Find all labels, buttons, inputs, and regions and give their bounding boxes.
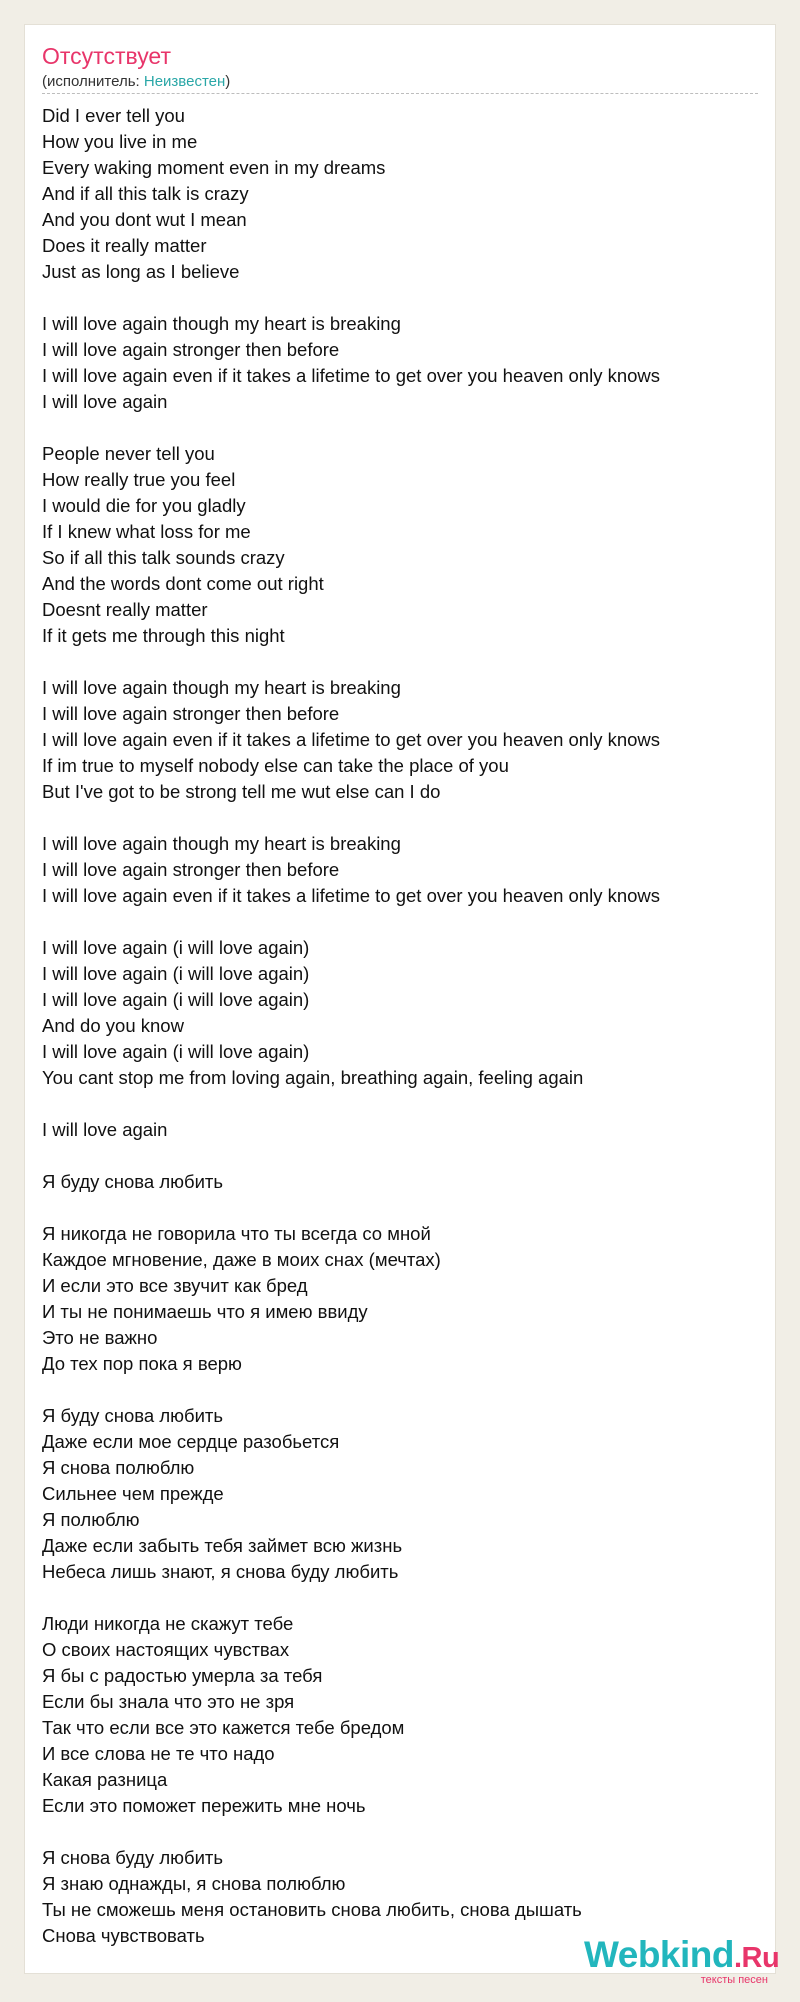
lyric-line: And you dont wut I mean: [42, 209, 247, 230]
lyric-line: Небеса лишь знают, я снова буду любить: [42, 1561, 399, 1582]
lyric-line: So if all this talk sounds crazy: [42, 547, 285, 568]
blank-line: [42, 649, 660, 675]
byline-prefix: (исполнитель:: [42, 73, 144, 90]
lyric-line: If im true to myself nobody else can take the place of you: [42, 755, 509, 776]
lyric-line: I will love again even if it takes a lifetime to get over you heaven only knows: [42, 729, 661, 750]
blank-line: [42, 285, 660, 311]
lyric-line: And do you know: [42, 1015, 184, 1036]
lyric-line: Я знаю однажды, я снова полюблю: [42, 1873, 346, 1894]
title-divider: [42, 93, 758, 94]
lyric-line: I would die for you gladly: [42, 495, 246, 516]
blank-line: [42, 909, 660, 935]
lyric-line: Какая разница: [42, 1769, 168, 1790]
lyric-line: How you live in me: [42, 131, 198, 152]
logo-wordmark: [584, 1934, 779, 1979]
lyric-line: Это не важно: [42, 1327, 158, 1348]
lyric-line: But I've got to be strong tell me wut else can I do: [42, 781, 441, 802]
lyric-line: And the words dont come out right: [42, 573, 324, 594]
blank-line: [42, 805, 660, 831]
lyric-line: Я полюблю: [42, 1509, 140, 1530]
lyric-line: I will love again even if it takes a lifetime to get over you heaven only knows: [42, 885, 661, 906]
blank-line: [42, 1819, 660, 1845]
lyric-line: Сильнее чем прежде: [42, 1483, 224, 1504]
lyric-line: Я снова буду любить: [42, 1847, 224, 1868]
lyric-line: И все слова не те что надо: [42, 1743, 275, 1764]
lyric-line: I will love again: [42, 1119, 168, 1140]
song-title: Отсутствует: [42, 43, 171, 69]
lyric-line: If it gets me through this night: [42, 625, 285, 646]
lyric-line: И ты не понимаешь что я имею ввиду: [42, 1301, 368, 1322]
lyric-line: People never tell you: [42, 443, 215, 464]
lyric-line: I will love again even if it takes a lifetime to get over you heaven only knows: [42, 365, 661, 386]
lyric-line: I will love again stronger then before: [42, 703, 340, 724]
lyric-line: I will love again though my heart is breaking: [42, 677, 401, 698]
lyric-line: I will love again (i will love again): [42, 989, 310, 1010]
blank-line: [42, 1091, 660, 1117]
lyric-line: Каждое мгновение, даже в моих снах (мечтах): [42, 1249, 441, 1270]
lyric-line: Даже если забыть тебя займет всю жизнь: [42, 1535, 403, 1556]
lyrics-text: [42, 103, 660, 1949]
lyric-line: Я буду снова любить: [42, 1171, 224, 1192]
lyric-line: Люди никогда не скажут тебе: [42, 1613, 294, 1634]
blank-line: [42, 1585, 660, 1611]
webkind-logo: [584, 1934, 780, 1986]
blank-line: [42, 415, 660, 441]
lyric-line: How really true you feel: [42, 469, 236, 490]
lyric-line: I will love again though my heart is breaking: [42, 833, 401, 854]
lyric-line: Does it really matter: [42, 235, 207, 256]
logo-domain: .Ru: [734, 1942, 780, 1974]
lyric-line: Did I ever tell you: [42, 105, 185, 126]
lyric-line: Если это поможет пережить мне ночь: [42, 1795, 366, 1816]
lyric-line: Я снова полюблю: [42, 1457, 195, 1478]
lyric-line: О своих настоящих чувствах: [42, 1639, 290, 1660]
lyric-line: I will love again (i will love again): [42, 937, 310, 958]
lyric-line: I will love again (i will love again): [42, 963, 310, 984]
logo-tagline: тексты песен: [700, 1974, 768, 1986]
logo-brand: Webkind: [584, 1934, 734, 1975]
lyric-line: Я буду снова любить: [42, 1405, 224, 1426]
artist-link[interactable]: Неизвестен: [143, 73, 226, 90]
blank-line: [42, 1195, 660, 1221]
byline-suffix: ): [225, 73, 231, 90]
lyric-line: Даже если мое сердце разобьется: [42, 1431, 340, 1452]
lyric-line: Так что если все это кажется тебе бредом: [42, 1717, 405, 1738]
lyric-line: If I knew what loss for me: [42, 521, 251, 542]
lyric-line: Ты не сможешь меня остановить снова любить, снова дышать: [42, 1899, 582, 1920]
lyric-line: Я бы с радостью умерла за тебя: [42, 1665, 323, 1686]
lyric-line: I will love again (i will love again): [42, 1041, 310, 1062]
lyric-line: I will love again: [42, 391, 168, 412]
artist-byline: [42, 73, 230, 91]
lyric-line: I will love again stronger then before: [42, 339, 340, 360]
lyric-line: Я никогда не говорила что ты всегда со мной: [42, 1223, 431, 1244]
lyric-line: До тех пор пока я верю: [42, 1353, 242, 1374]
blank-line: [42, 1377, 660, 1403]
lyric-line: You cant stop me from loving again, breathing again, feeling again: [42, 1067, 584, 1088]
lyric-line: Every waking moment even in my dreams: [42, 157, 386, 178]
lyric-line: И если это все звучит как бред: [42, 1275, 308, 1296]
lyric-line: Just as long as I believe: [42, 261, 240, 282]
lyric-line: And if all this talk is crazy: [42, 183, 249, 204]
lyric-line: I will love again though my heart is breaking: [42, 313, 401, 334]
blank-line: [42, 1143, 660, 1169]
lyric-line: Doesnt really matter: [42, 599, 208, 620]
lyric-line: Если бы знала что это не зря: [42, 1691, 295, 1712]
lyric-line: Снова чувствовать: [42, 1925, 205, 1946]
lyric-line: I will love again stronger then before: [42, 859, 340, 880]
